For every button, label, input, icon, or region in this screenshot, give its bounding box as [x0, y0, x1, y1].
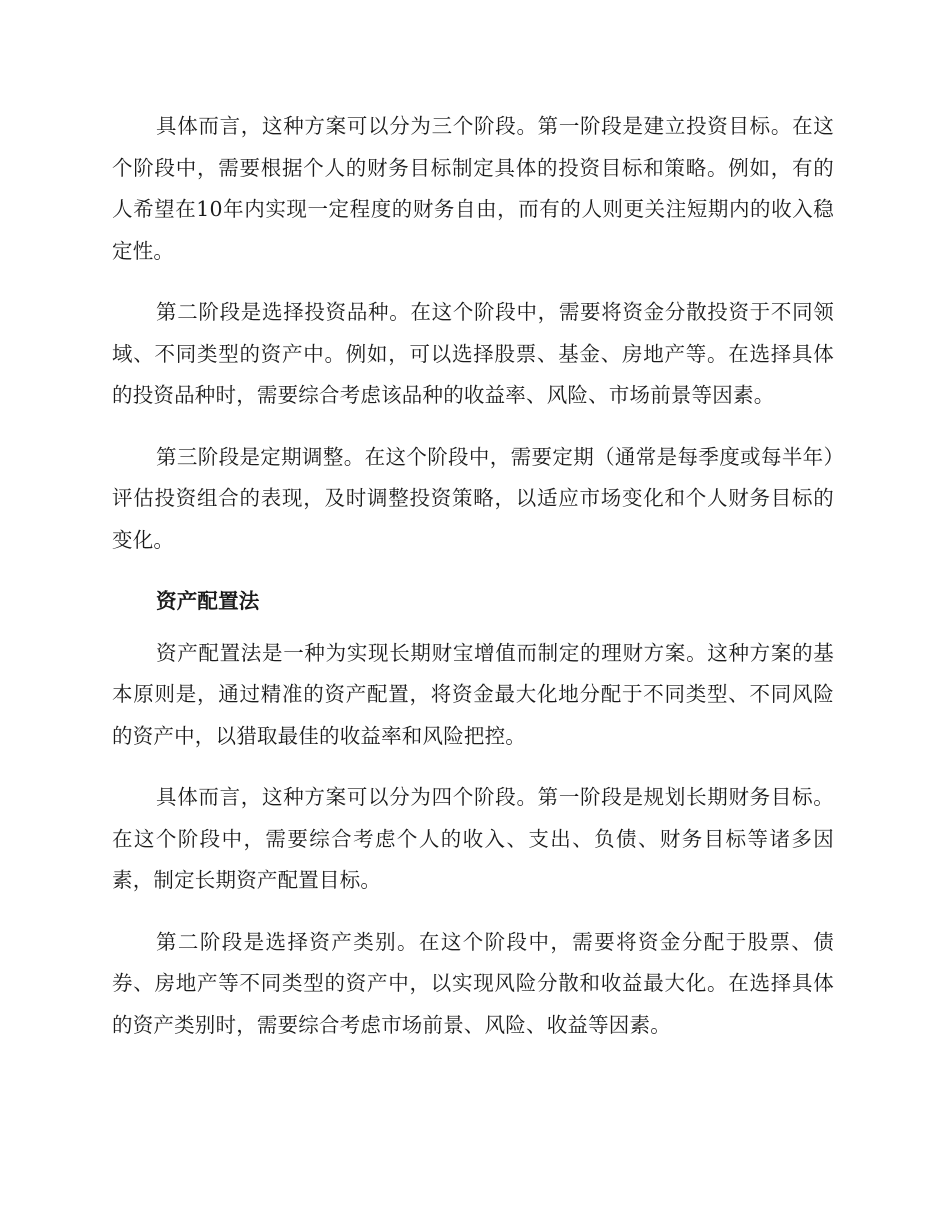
paragraph-asset-class-selection: 第二阶段是选择资产类别。在这个阶段中，需要将资金分配于股票、债券、房地产等不同类型的资产中，以实现风险分散和收益最大化。在选择具体的资产类别时，需要综合考虑市场前景、风险、收益等因素。	[112, 929, 834, 1037]
document-body	[112, 106, 834, 1066]
paragraph-three-stages: 具体而言，这种方案可以分为三个阶段。第一阶段是建立投资目标。在这个阶段中，需要根据个人的财务目标制定具体的投资目标和策略。例如，有的人希望在10年内实现一定程度的财务自由，而有的人则更关注短期内的收入稳定性。	[112, 114, 834, 263]
paragraph-stage-three: 第三阶段是定期调整。在这个阶段中，需要定期（通常是每季度或每半年）评估投资组合的表现，及时调整投资策略，以适应市场变化和个人财务目标的变化。	[112, 444, 834, 552]
paragraph-four-stages: 具体而言，这种方案可以分为四个阶段。第一阶段是规划长期财务目标。在这个阶段中，需要综合考虑个人的收入、支出、负债、财务目标等诸多因素，制定长期资产配置目标。	[112, 785, 834, 892]
section-heading-asset-allocation: 资产配置法	[156, 589, 260, 613]
paragraph-stage-two: 第二阶段是选择投资品种。在这个阶段中，需要将资金分散投资于不同领域、不同类型的资产中。例如，可以选择股票、基金、房地产等。在选择具体的投资品种时，需要综合考虑该品种的收益率、风险、市场前景等因素。	[112, 300, 834, 407]
paragraph-asset-allocation-intro: 资产配置法是一种为实现长期财宝增值而制定的理财方案。这种方案的基本原则是，通过精准的资产配置，将资金最大化地分配于不同类型、不同风险的资产中，以猎取最佳的收益率和风险把控。	[112, 640, 834, 748]
